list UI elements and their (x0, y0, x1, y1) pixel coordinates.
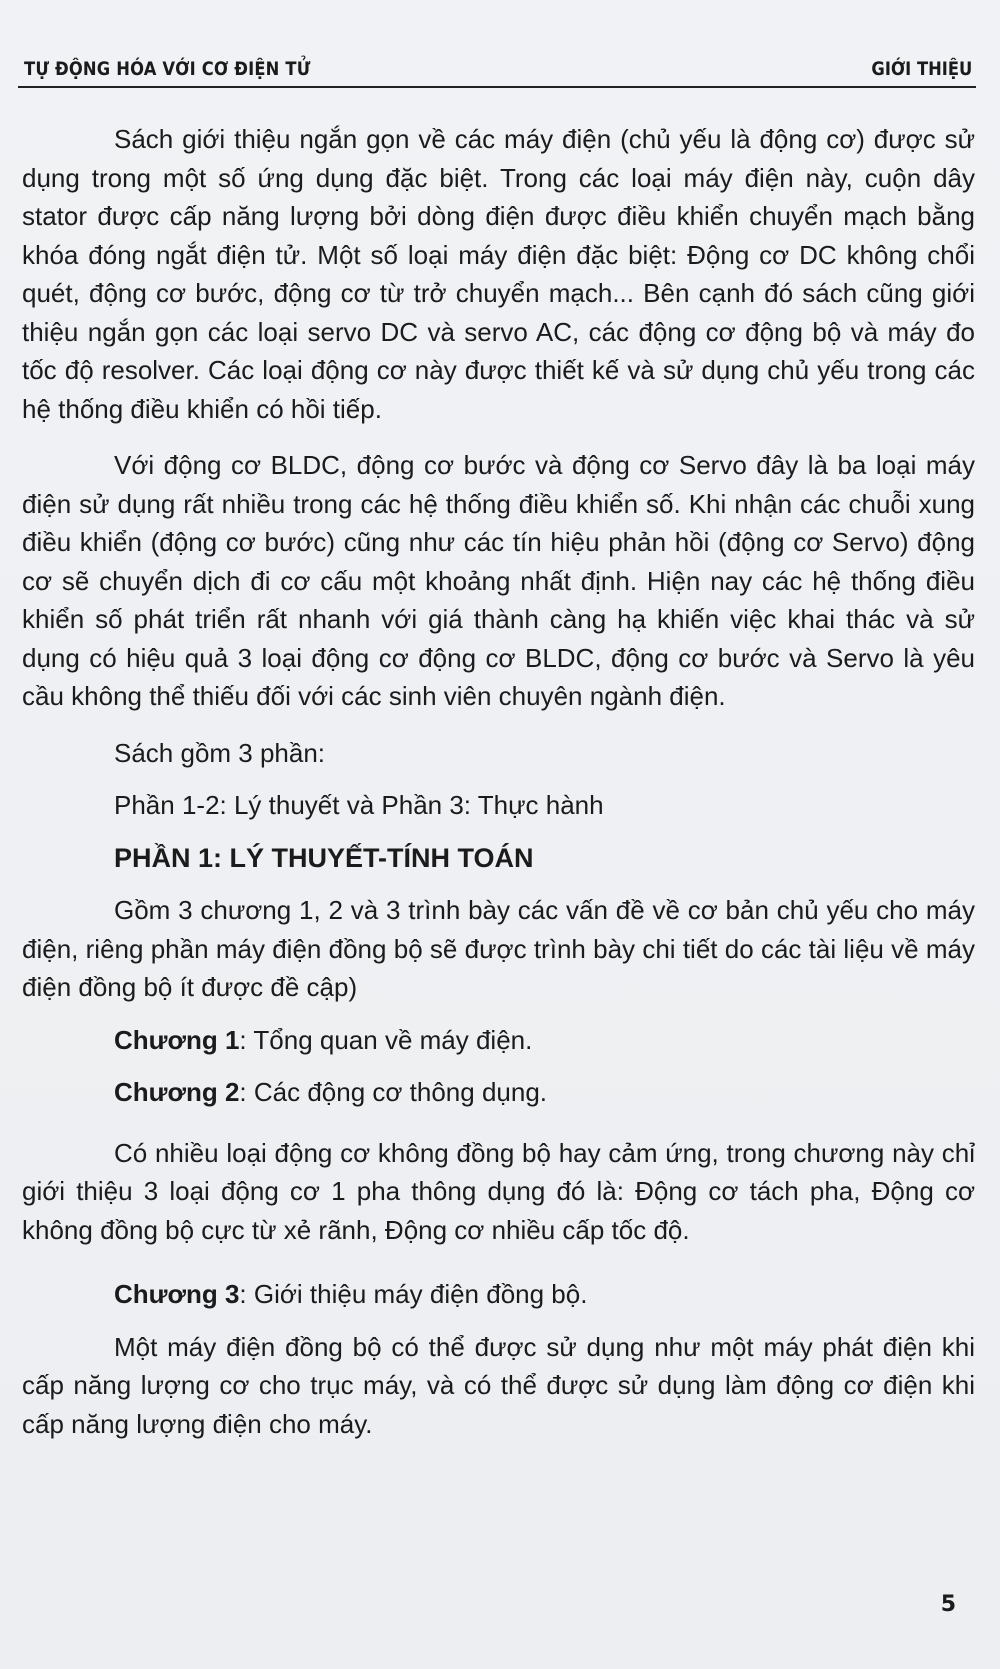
async-motor-paragraph: Có nhiều loại động cơ không đồng bộ hay cảm ứng, trong chương này chỉ giới thiệu 3 loại động cơ 1 pha thông dụng đó là: Động cơ tách pha, Động cơ không đồng bộ cực từ xẻ rãnh, Động cơ nhiều cấp tốc độ. (22, 1137, 975, 1245)
part1-heading: PHẦN 1: LÝ THUYẾT-TÍNH TOÁN (114, 842, 534, 873)
synchronous-machine-paragraph: Một máy điện đồng bộ có thể được sử dụng như một máy phát điện khi cấp năng lượng cơ cho trục máy, và có thể được sử dụng làm động cơ điện khi cấp năng lượng điện cho máy. (22, 1331, 975, 1439)
book-title-header: TỰ ĐỘNG HÓA VỚI CƠ ĐIỆN TỬ (24, 58, 311, 80)
chapter1-line (22, 1021, 975, 1060)
chapter1-title: : Tổng quan về máy điện. (239, 1024, 533, 1055)
section-title-header: GIỚI THIỆU (871, 58, 972, 80)
part1-description: Gồm 3 chương 1, 2 và 3 trình bày các vấn đề về cơ bản chủ yếu cho máy điện, riêng phần máy điện đồng bộ sẽ được trình bày chi tiết do các tài liệu về máy điện đồng bộ ít được đề cập) (22, 895, 975, 1002)
chapter2-title: : Các động cơ thông dụng. (239, 1077, 548, 1107)
chapter3-line (22, 1275, 975, 1314)
intro-paragraph: Sách giới thiệu ngắn gọn về các máy điện (chủ yếu là động cơ) được sử dụng trong một số ứng dụng đặc biệt. Trong các loại máy điện này, cuộn dây stator được cấp năng lượng bởi dòng điện được điều khiển chuyển mạch bằng khóa đóng ngắt điện tử. Một số loại máy điện đặc biệt: Động cơ DC không chổi quét, động cơ bước, động cơ từ trở chuyển mạch... Bên cạnh đó sách cũng giới thiệu ngắn gọn các loại servo DC và servo AC, các động cơ động bộ và máy đo tốc độ resolver. Các loại động cơ này được thiết kế và sử dụng chủ yếu trong các hệ thống điều khiển có hồi tiếp. (22, 124, 975, 424)
motors-paragraph: Với động cơ BLDC, động cơ bước và động cơ Servo đây là ba loại máy điện sử dụng rất nhiều trong các hệ thống điều khiển số. Khi nhận các chuỗi xung điều khiển (động cơ bước) cũng như các tín hiệu phản hồi (động cơ Servo) động cơ sẽ chuyển dịch đi cơ cấu một khoảng nhất định. Hiện nay các hệ thống điều khiển số phát triển rất nhanh với giá thành càng hạ khiến việc khai thác và sử dụng có hiệu quả 3 loại động cơ động cơ BLDC, động cơ bước và Servo là yêu cầu không thể thiếu đối với các sinh viên chuyên ngành điện. (22, 450, 975, 711)
book-parts-intro: Sách gồm 3 phần: (114, 737, 326, 768)
page-body (22, 120, 975, 1443)
page-number: 5 (940, 1592, 956, 1617)
chapter1-label: Chương 1 (114, 1024, 240, 1055)
chapter2-label: Chương 2 (114, 1077, 240, 1107)
chapter2-line (22, 1073, 975, 1112)
book-parts-list: Phần 1-2: Lý thuyết và Phần 3: Thực hành (114, 790, 604, 820)
chapter3-label: Chương 3 (114, 1279, 240, 1309)
running-header (18, 56, 976, 88)
chapter3-title: : Giới thiệu máy điện đồng bộ. (239, 1279, 588, 1309)
